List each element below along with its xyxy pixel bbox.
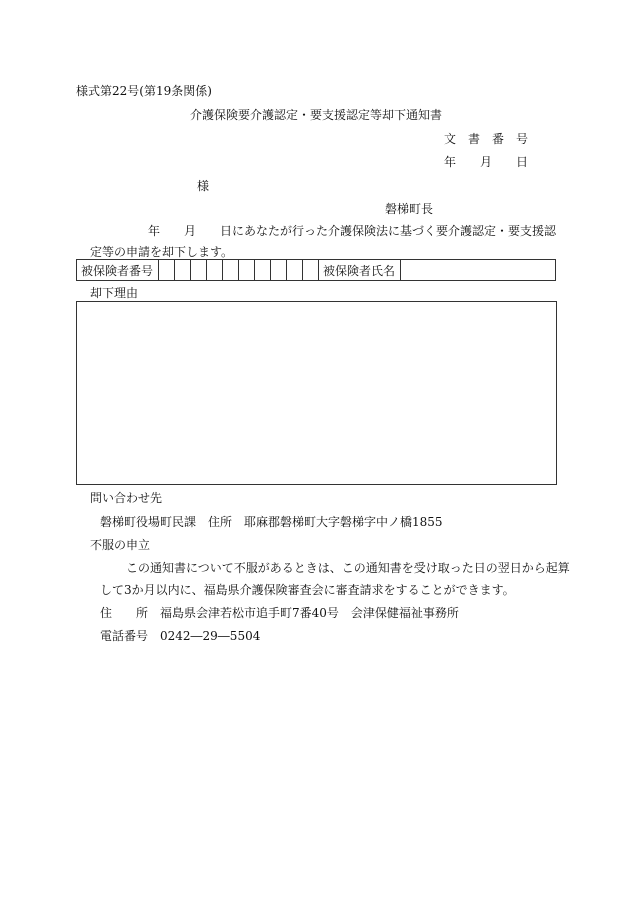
insured-info-table <box>76 259 556 281</box>
insured-name-field[interactable] <box>401 260 556 281</box>
insured-number-digit-cell[interactable] <box>239 260 255 281</box>
objection-phone: 電話番号 0242―29―5504 <box>100 629 261 643</box>
document-number-label: 文 書 番 号 <box>444 132 529 146</box>
document-title: 介護保険要介護認定・要支援認定等却下通知書 <box>190 108 443 122</box>
objection-heading: 不服の申立 <box>90 538 151 552</box>
insured-number-digit-cell[interactable] <box>255 260 271 281</box>
insured-number-digit-cell[interactable] <box>175 260 191 281</box>
insured-number-digit-cell[interactable] <box>159 260 175 281</box>
insured-number-label: 被保険者番号 <box>77 260 159 281</box>
addressee-suffix: 様 <box>197 179 210 193</box>
objection-text-line-2: して3か月以内に、福島県介護保険審査会に審査請求をすることができます。 <box>100 583 515 597</box>
insured-number-digit-cell[interactable] <box>287 260 303 281</box>
form-number: 様式第22号(第19条関係) <box>76 84 212 98</box>
objection-text-line-1: この通知書について不服があるときは、この通知書を受け取った日の翌日から起算 <box>126 561 570 575</box>
insured-number-digit-cell[interactable] <box>207 260 223 281</box>
insured-number-digit-cell[interactable] <box>271 260 287 281</box>
rejection-reason-label: 却下理由 <box>90 286 139 300</box>
date-label: 年 月 日 <box>444 155 529 169</box>
inquiry-heading: 問い合わせ先 <box>90 491 163 505</box>
issuer-name: 磐梯町長 <box>385 202 434 216</box>
insured-number-digit-cell[interactable] <box>223 260 239 281</box>
insured-name-label: 被保険者氏名 <box>319 260 401 281</box>
body-text-line-1: 年 月 日にあなたが行った介護保険法に基づく要介護認定・要支援認 <box>148 224 557 238</box>
body-text-line-2: 定等の申請を却下します。 <box>90 245 234 259</box>
insured-number-digit-cell[interactable] <box>303 260 319 281</box>
objection-address: 住 所 福島県会津若松市追手町7番40号 会津保健福祉事務所 <box>100 606 459 620</box>
rejection-reason-box[interactable] <box>76 301 557 485</box>
insured-number-digit-cell[interactable] <box>191 260 207 281</box>
inquiry-detail: 磐梯町役場町民課 住所 耶麻郡磐梯町大字磐梯字中ノ橋1855 <box>100 515 443 529</box>
